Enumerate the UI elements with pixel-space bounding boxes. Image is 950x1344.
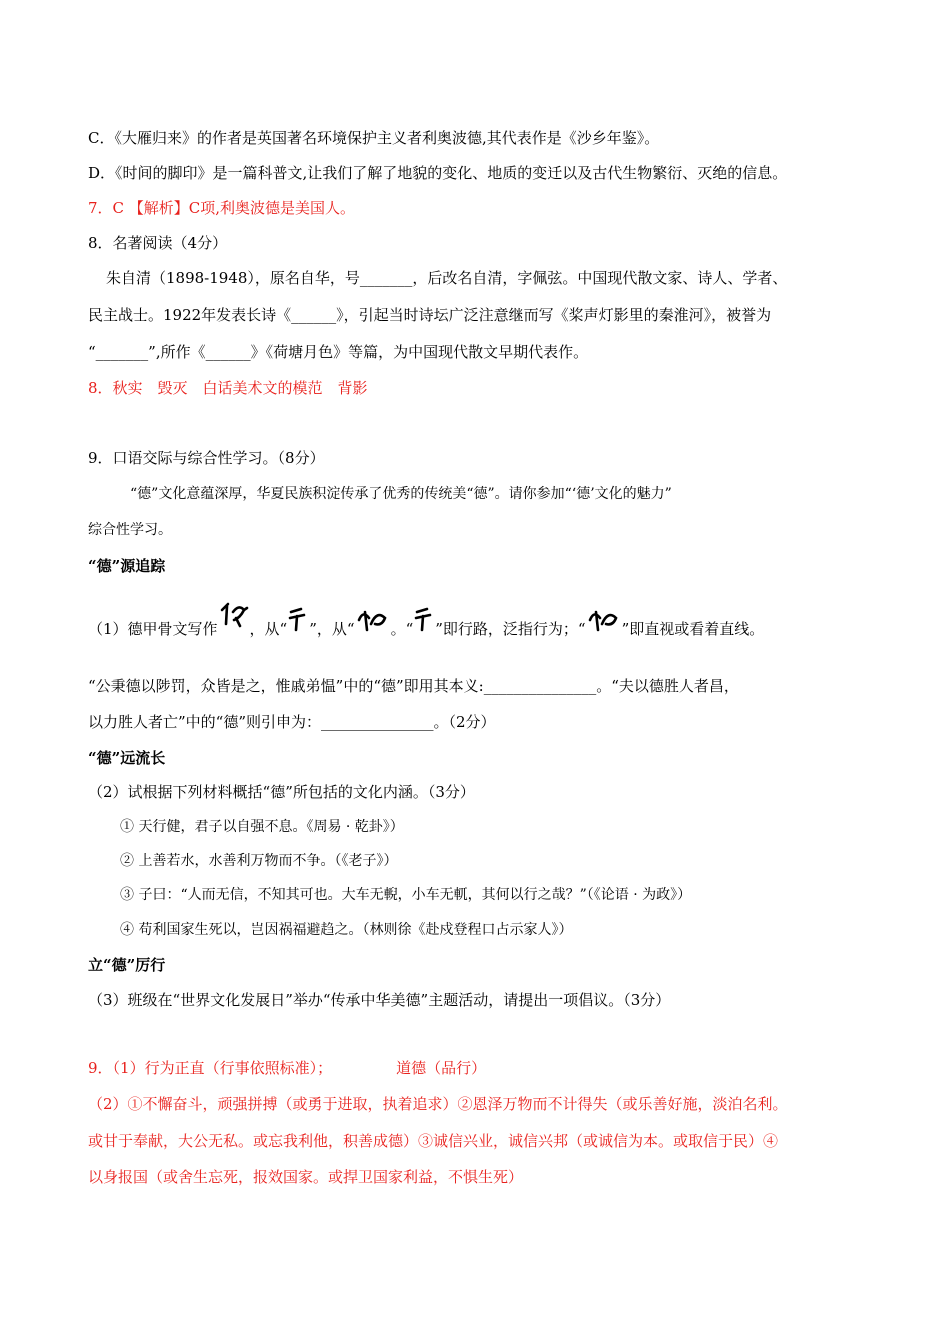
material-3: ③ 子曰：“人而无信，不知其可也。大车无輗，小车无軏，其何以行之哉？”（《论语 · 为政》） <box>120 887 692 903</box>
sub-question-3: （3）班级在“世界文化发展日”举办“传承中华美德”主题活动，请提出一项倡议。（3分） <box>88 991 671 1009</box>
oracle-zhi-glyph <box>355 602 391 651</box>
heading-de-lineage: “德”远流长 <box>88 749 166 767</box>
material-2: ② 上善若水，水善利万物而不争。（《老子》） <box>120 853 398 869</box>
answer-8: 8．秋实 毁灭 白话美术文的模范 背影 <box>88 379 368 397</box>
answer-7: 7．C 【解析】C项,利奥波德是美国人。 <box>88 199 356 217</box>
q9-paragraph-1: “德”文化意蕴深厚，华夏民族积淀传承了优秀的传统美“德”。请你参加“‘德’文化的魅力” <box>130 486 672 502</box>
oracle-zhi-glyph <box>586 602 622 651</box>
q8-paragraph-1: 朱自清（1898-1948），原名自华，号_______，后改名自清，字佩弦。中国现代散文家、诗人、学者、 <box>106 269 788 287</box>
answer-9-1-a: 9．（1）行为正直（行事依照标准）； <box>88 1059 333 1077</box>
answer-9-part-3: 或甘于奉献，大公无私。或忘我利他，积善成德）③诚信兴业，诚信兴邦（或诚信为本。或取信于民）④ <box>88 1132 779 1150</box>
oracle-de-glyph <box>218 598 250 651</box>
answer-9-part-1 <box>88 1058 486 1078</box>
answer-9-part-4: 以身报国（或舍生忘死，报效国家。或捍卫国家利益，不惧生死） <box>88 1168 524 1186</box>
heading-de-practice: 立“德”厉行 <box>88 956 166 974</box>
s1-part-d: 。“ <box>390 620 414 638</box>
s1-part-f: ”即直视或看着直线。 <box>621 620 765 638</box>
oracle-chi-glyph <box>413 604 435 651</box>
s1-part-a: （1）德甲骨文写作 <box>88 620 218 638</box>
sub-question-2: （2）试根据下列材料概括“德”所包括的文化内涵。（3分） <box>88 783 475 801</box>
material-1: ① 天行健，君子以自强不息。《周易 · 乾卦》） <box>120 819 404 835</box>
answer-9-part-2: （2）①不懈奋斗，顽强拼搏（或勇于进取，执着追求）②恩泽万物而不计得失（或乐善好施，淡泊名利。 <box>88 1095 788 1113</box>
q8-paragraph-3: “_______”,所作《______》《荷塘月色》等篇，为中国现代散文早期代表作。 <box>88 343 589 361</box>
s1-part-e: ”即行路，泛指行为；“ <box>435 620 586 638</box>
s1-paragraph-3: 以力胜人者亡”中的“德”则引申为：_______________。（2分） <box>88 713 496 731</box>
question-9: 9．口语交际与综合性学习。（8分） <box>88 449 325 467</box>
s1-paragraph-2: “公秉德以陟罚，众皆是之，惟戚弟愠”中的“德”即用其本义:_______________。“夫以德胜人者昌， <box>88 677 739 695</box>
material-4: ④ 苟利国家生死以，岂因祸福避趋之。（林则徐《赴戍登程口占示家人》） <box>120 922 573 938</box>
question-8: 8．名著阅读（4分） <box>88 234 228 252</box>
heading-de-origin: “德”源追踪 <box>88 557 166 575</box>
q8-paragraph-2: 民主战士。1922年发表长诗《______》，引起当时诗坛广泛注意继而写《桨声灯影里的秦淮河》，被誉为 <box>88 306 772 324</box>
s1-part-c: ”，从“ <box>309 620 355 638</box>
q9-paragraph-2: 综合性学习。 <box>88 522 172 538</box>
option-d: D．《时间的脚印》是一篇科普文,让我们了解了地貌的变化、地质的变迁以及古代生物繁衍、灭绝的信息。 <box>88 164 788 182</box>
answer-9-1-b: 道德（品行） <box>396 1059 487 1077</box>
oracle-chi-glyph <box>287 604 309 651</box>
option-c: C．《大雁归来》的作者是英国著名环境保护主义者利奥波德,其代表作是《沙乡年鉴》。 <box>88 129 660 147</box>
s1-part-b: ，从“ <box>249 620 288 638</box>
sub-question-1 <box>88 598 764 642</box>
